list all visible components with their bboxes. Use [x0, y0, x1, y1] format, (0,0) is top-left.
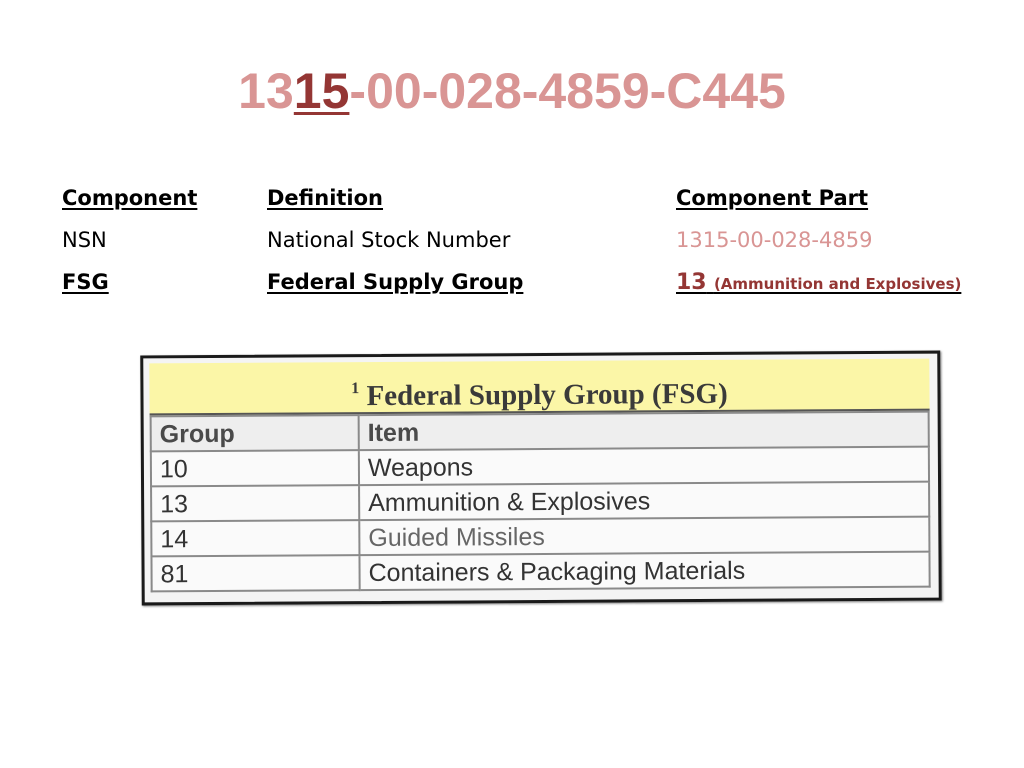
- fsg-item-cell: Weapons: [359, 447, 929, 485]
- fsg-group-cell: 81: [151, 555, 359, 591]
- header-definition: Definition: [267, 186, 384, 210]
- fsg-scanned-table: [140, 351, 942, 606]
- definition-table-header: [62, 186, 972, 228]
- fsg-code-note: (Ammunition and Explosives): [713, 275, 962, 293]
- fsg-group-cell: 10: [151, 450, 359, 486]
- fsg-group-cell: 13: [151, 485, 359, 521]
- row-component: NSN: [62, 228, 107, 252]
- table-row: [151, 517, 929, 557]
- fsg-header-row: [151, 412, 929, 452]
- definition-table: [62, 186, 972, 312]
- row-definition: Federal Supply Group: [267, 270, 524, 294]
- fsg-code: 13: [676, 270, 707, 295]
- title-highlight: 15: [293, 63, 350, 119]
- fsg-item-cell: Ammunition & Explosives: [359, 482, 929, 520]
- fsg-header-group: Group: [151, 415, 359, 451]
- definition-row-fsg: [62, 270, 972, 312]
- header-component-part: Component Part: [676, 186, 869, 210]
- fsg-header-item: Item: [359, 412, 929, 450]
- fsg-table-title: [149, 359, 929, 416]
- fsg-title-superscript: 1: [351, 380, 360, 398]
- table-row: [151, 482, 929, 522]
- row-component-part: 1315-00-028-4859: [676, 228, 873, 252]
- definition-row-nsn: [62, 228, 972, 270]
- row-component: FSG: [62, 270, 109, 294]
- fsg-grid: [150, 411, 931, 593]
- page-title: [0, 62, 1024, 120]
- table-row: [151, 447, 929, 487]
- fsg-group-cell: 14: [151, 520, 359, 556]
- header-component: Component: [62, 186, 198, 210]
- row-definition: National Stock Number: [267, 228, 511, 252]
- fsg-item-cell: Guided Missiles: [359, 517, 929, 555]
- title-prefix: 13: [238, 63, 294, 119]
- title-suffix: -00-028-4859-C445: [349, 63, 786, 119]
- fsg-item-cell: Containers & Packaging Materials: [359, 552, 929, 590]
- fsg-title-text: Federal Supply Group (FSG): [366, 377, 728, 413]
- row-component-part: [676, 270, 961, 295]
- table-row: [151, 552, 929, 592]
